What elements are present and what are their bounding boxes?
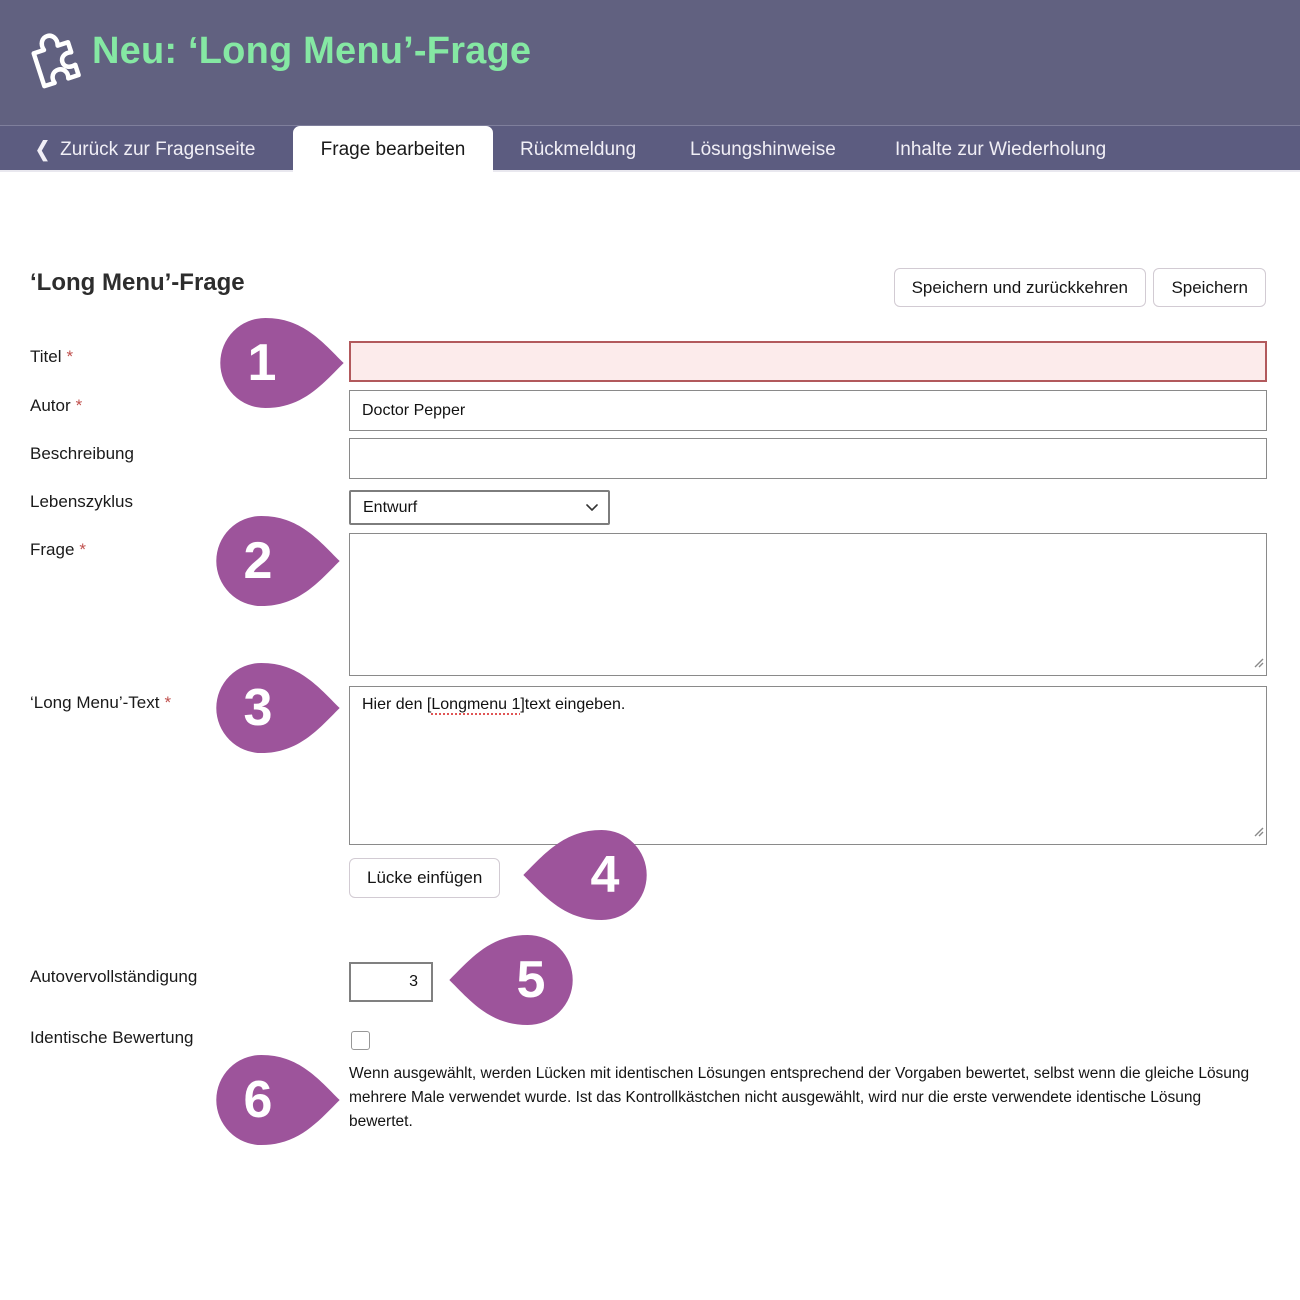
save-button[interactable]: Speichern (1153, 268, 1266, 307)
beschreibung-label: Beschreibung (30, 444, 134, 463)
annotation-marker-2: 2 (212, 514, 342, 608)
annotation-marker-3: 3 (212, 661, 342, 755)
nav-bar (0, 125, 1300, 172)
longmenu-textarea[interactable]: Hier den [Longmenu 1]text eingeben. (362, 696, 626, 713)
save-and-return-button[interactable]: Speichern und zurückkehren (894, 268, 1146, 307)
autovervollstaendigung-label: Autovervollständigung (30, 967, 198, 986)
spellcheck-underline-text: Longmenu 1 (431, 696, 521, 713)
required-asterisk: * (79, 540, 87, 559)
titel-label: Titel * (30, 347, 74, 366)
annotation-marker-4: 4 (521, 828, 651, 922)
titel-input[interactable] (349, 341, 1267, 382)
lebenszyklus-select[interactable] (349, 490, 610, 525)
lebenszyklus-select-wrap (349, 490, 610, 525)
annotation-marker-5: 5 (447, 933, 577, 1027)
autor-input[interactable] (349, 390, 1267, 431)
annotation-marker-6: 6 (212, 1053, 342, 1147)
beschreibung-input[interactable] (349, 438, 1267, 479)
identische-bewertung-checkbox[interactable] (351, 1031, 370, 1050)
back-link-label: Zurück zur Fragenseite (60, 138, 256, 160)
puzzle-icon (20, 18, 92, 90)
annotation-marker-1: 1 (216, 316, 346, 410)
form-title: ‘Long Menu’-Frage (30, 269, 245, 296)
frage-textarea-wrap (349, 533, 1267, 676)
tab-frage-bearbeiten[interactable]: Frage bearbeiten (293, 126, 493, 173)
required-asterisk: * (164, 693, 172, 712)
required-asterisk: * (66, 347, 74, 366)
page-title: Neu: ‘Long Menu’-Frage (92, 30, 532, 72)
back-to-question-page-link[interactable] (35, 126, 255, 173)
lebenszyklus-label: Lebenszyklus (30, 492, 134, 511)
longmenu-textarea-wrap (349, 686, 1267, 845)
identische-bewertung-help-text: Wenn ausgewählt, werden Lücken mit identischen Lösungen entsprechend der Vorgaben bewertet, selbst wenn die gleiche Lösung mehrere Male verwendet wurde. Ist das Kontrollkästchen nicht ausgewählt, wird nur die erste verwendete identische Lösung bewertet. (349, 1065, 1250, 1131)
app-header (0, 0, 1300, 125)
frage-textarea[interactable] (350, 534, 1266, 675)
tab-loesungshinweise[interactable]: Lösungshinweise (690, 138, 836, 160)
tab-inhalte-zur-wiederholung[interactable]: Inhalte zur Wiederholung (895, 138, 1107, 160)
identische-bewertung-label: Identische Bewertung (30, 1028, 194, 1047)
chevron-left-icon: ❮ (35, 137, 51, 161)
autor-label: Autor * (30, 396, 83, 415)
luecke-einfuegen-button[interactable]: Lücke einfügen (349, 858, 500, 898)
tab-rueckmeldung[interactable]: Rückmeldung (520, 138, 637, 160)
autovervollstaendigung-input[interactable] (349, 962, 433, 1002)
longmenu-text-label: ‘Long Menu’-Text * (30, 693, 172, 712)
required-asterisk: * (75, 396, 83, 415)
frage-label: Frage * (30, 540, 87, 559)
